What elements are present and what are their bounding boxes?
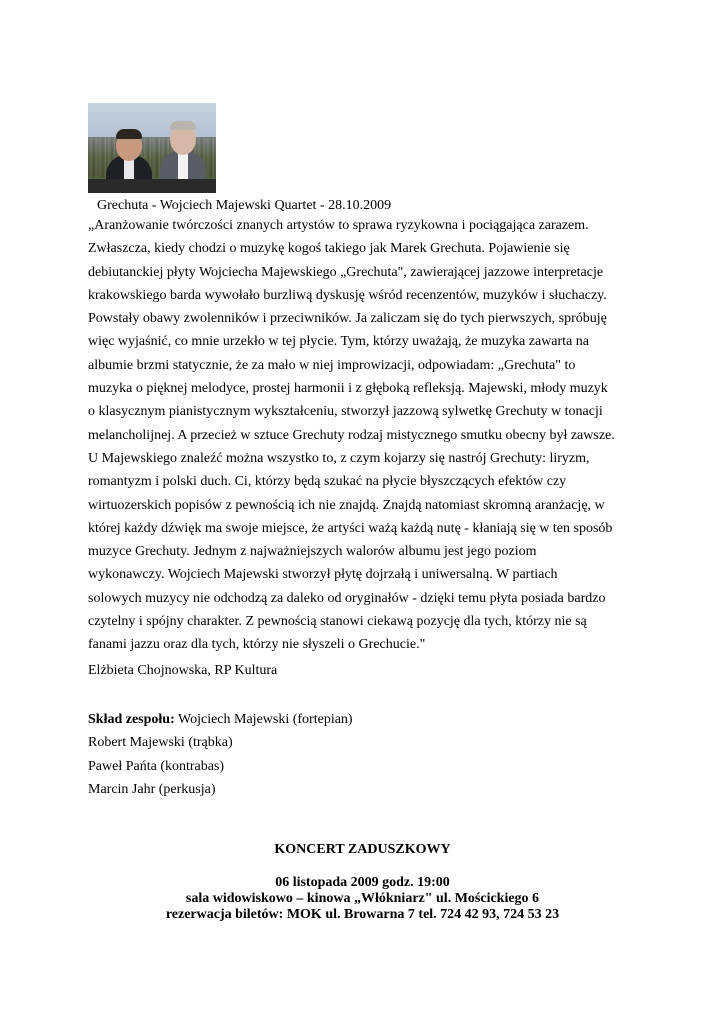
review-line: więc wyjaśnić, co mnie urzekło w tej płycie. Tym, którzy uważają, że muzyka zawarta na [88, 334, 589, 350]
review-line: fanami jazzu oraz dla tych, którzy nie słyszeli o Grechucie." [88, 637, 426, 653]
lineup-first-row [88, 708, 353, 731]
lineup-member: Robert Majewski (trąbka) [88, 735, 233, 751]
review-line: „Aranżowanie twórczości znanych artystów to sprawa ryzykowna i pociągająca zarazem. [88, 218, 589, 233]
concert-title: KONCERT ZADUSZKOWY [274, 842, 451, 857]
lineup-member: Wojciech Majewski (fortepian) [174, 712, 353, 727]
lineup-member: Marcin Jahr (perkusja) [88, 781, 216, 797]
review-line: Zwłaszcza, kiedy chodzi o muzykę kogoś takiego jak Marek Grechuta. Pojawienie się [88, 241, 570, 257]
band-lineup [88, 708, 353, 801]
review-line: solowych muzycy nie odchodzą za daleko od oryginałów - dzięki temu płyta posiada bardzo [88, 590, 606, 606]
review-line: muzyce Grechuty. Jednym z najważniejszych walorów albumu jest jego poziom [88, 544, 537, 560]
review-line: której każdy dźwięk ma swoje miejsce, że artyści ważą każdą nutę - kłaniają się w ten sposób [88, 520, 613, 536]
review-line: o klasycznym pianistycznym wykształceniu, stworzył jazzową sylwetkę Grechuty w tonacji [88, 404, 603, 420]
review-line: debiutanckiej płyty Wojciecha Majewskiego „Grechuta", zawierającej jazzowe interpretacje [88, 264, 604, 280]
musicians-photo [88, 103, 216, 193]
lineup-label: Skład zespołu: [88, 712, 175, 727]
review-line: muzyka o pięknej melodyce, prostej harmonii i z głęboką refleksją. Majewski, młody muzyk [88, 381, 608, 397]
review-line: albumie brzmi statycznie, że za mało w niej improwizacji, odpowiadam: „Grechuta" to [88, 357, 576, 373]
lineup-member: Paweł Pańta (kontrabas) [88, 758, 225, 774]
concert-date: 06 listopada 2009 godz. 19:00 [275, 875, 450, 890]
review-line: Powstały obawy zwolenników i przeciwników. Ja zaliczam się do tych pierwszych, spróbuję [88, 311, 607, 327]
photo-caption: Grechuta - Wojciech Majewski Quartet - 28.10.2009 [97, 198, 392, 213]
concert-venue: sala widowiskowo – kinowa „Włókniarz" ul. Mościckiego 6 [185, 891, 540, 906]
review-line: krakowskiego barda wywołało burzliwą dyskusję wśród recenzentów, muzyków i słuchaczy. [88, 287, 607, 303]
review-line: romantyzm i polski duch. Ci, którzy będą szukać na płycie błyszczących efektów czy [88, 474, 567, 490]
review-line: wykonawczy. Wojciech Majewski stworzył płytę dojrzałą i uniwersalną. W partiach [88, 567, 558, 583]
review-line: melancholijnej. A przecież w sztuce Grechuty rodzaj mistycznego smutku obecny był zawsze. [88, 427, 615, 443]
review-text [88, 214, 648, 657]
review-line: czytelny i spójny charakter. Z pewnością stanowi ciekawą pozycję dla tych, którzy nie są [88, 614, 587, 630]
review-line: wirtuozerskich popisów z pewnością ich nie znajdą. Znajdą natomiast skromną aranżację, w [88, 497, 605, 513]
review-attribution: Elżbieta Chojnowska, RP Kultura [88, 663, 278, 678]
concert-booking: rezerwacja biletów: MOK ul. Browarna 7 tel. 724 42 93, 724 53 23 [165, 907, 560, 922]
review-line: U Majewskiego znaleźć można wszystko to, z czym kojarzy się nastrój Grechuty: liryzm, [88, 450, 590, 466]
